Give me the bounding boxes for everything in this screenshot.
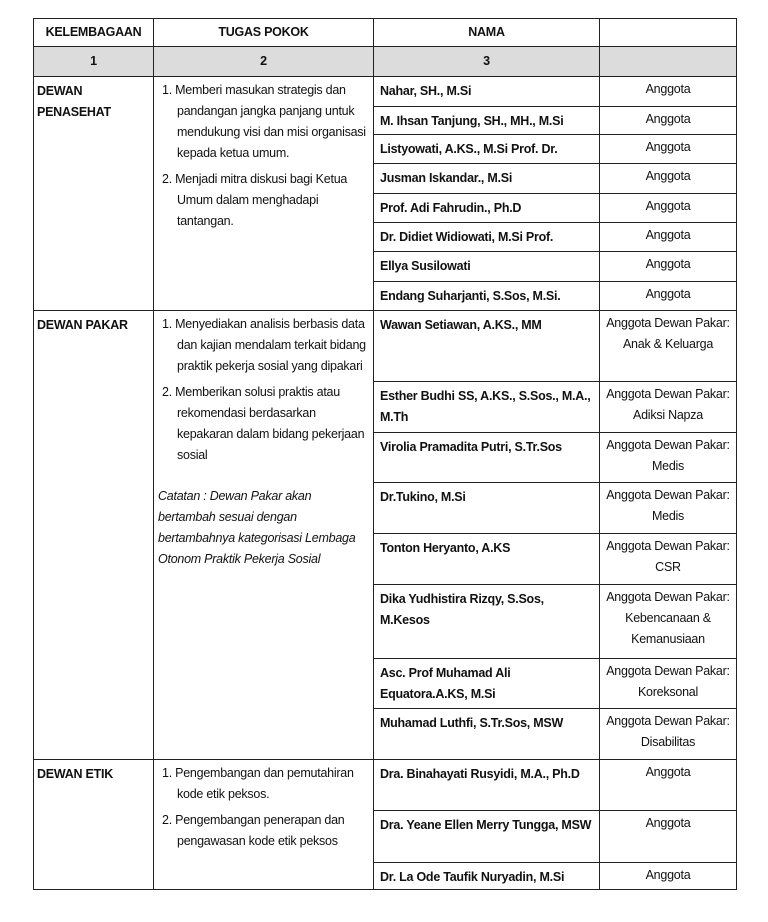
header-cell-col2 [153,18,374,47]
member-role-cell [599,432,737,483]
member-role-cell [599,222,737,252]
header-cell-col1 [33,18,154,47]
header-label: TUGAS POKOK [218,25,309,39]
number-cell-col3 [373,46,600,77]
institution-cell [33,76,154,311]
number-cell-col4 [599,46,737,77]
member-role-cell [599,193,737,223]
note-text: Catatan : Dewan Pakar akan bertambah sesuai dengan bertambahnya kategorisasi Lembaga Otonom Praktik Pekerja Sosial [158,489,356,566]
task-item: 2. Memberikan solusi praktis atau rekomendasi berdasarkan kepakaran dalam bidang pekerjaan sosial [162,385,365,462]
member-name-cell [373,193,600,223]
member-role-cell [599,251,737,282]
member-name-cell [373,810,600,863]
member-name: M. Ihsan Tanjung, SH., MH., M.Si [380,114,564,128]
member-role: Anggota [645,868,691,882]
member-role: Anggota [645,816,691,830]
member-name-cell [373,163,600,194]
member-name-cell [373,482,600,534]
tasks-cell [153,759,374,890]
header-label: KELEMBAGAAN [45,25,142,39]
institution-cell [33,310,154,760]
member-role: Anggota Dewan Pakar: Koreksonal [606,664,730,699]
member-name-cell [373,759,600,811]
member-name: Wawan Setiawan, A.KS., MM [380,318,542,332]
member-role: Anggota [645,140,691,154]
member-role: Anggota [645,199,691,213]
member-role-cell [599,658,737,709]
member-name-cell [373,310,600,382]
member-role: Anggota [645,169,691,183]
member-role-cell [599,482,737,534]
tasks-cell [153,310,374,760]
member-role-cell [599,533,737,585]
member-name: Dr. Didiet Widiowati, M.Si Prof. [380,230,554,244]
member-role: Anggota Dewan Pakar: Adiksi Napza [606,387,730,422]
member-name: Listyowati, A.KS., M.Si Prof. Dr. [380,142,558,156]
number-label: 3 [483,54,490,68]
member-name-cell [373,432,600,483]
member-name: Jusman Iskandar., M.Si [380,171,513,185]
header-cell-col4 [599,18,737,47]
member-name-cell [373,281,600,311]
member-role: Anggota [645,112,691,126]
member-name: Nahar, SH., M.Si [380,84,472,98]
member-role: Anggota Dewan Pakar: Kebencanaan & Kemanusiaan [606,590,730,646]
member-name: Prof. Adi Fahrudin., Ph.D [380,201,522,215]
institution-name: DEWAN PENASEHAT [37,84,111,119]
member-role-cell [599,759,737,811]
number-cell-col2 [153,46,374,77]
member-role: Anggota [645,257,691,271]
number-cell-col1 [33,46,154,77]
member-name: Virolia Pramadita Putri, S.Tr.Sos [380,440,562,454]
member-role: Anggota [645,82,691,96]
member-name-cell [373,251,600,282]
member-role-cell [599,106,737,135]
number-label: 1 [90,54,97,68]
member-name: Dika Yudhistira Rizqy, S.Sos, M.Kesos [380,592,544,627]
member-role-cell [599,310,737,382]
member-role-cell [599,134,737,164]
member-name: Dra. Yeane Ellen Merry Tungga, MSW [380,818,592,832]
member-role-cell [599,862,737,890]
member-name: Tonton Heryanto, A.KS [380,541,511,555]
member-name: Ellya Susilowati [380,259,471,273]
member-name: Esther Budhi SS, A.KS., S.Sos., M.A., M.Th [380,389,591,424]
number-label: 2 [260,54,267,68]
member-role: Anggota [645,287,691,301]
member-name-cell [373,134,600,164]
member-name: Muhamad Luthfi, S.Tr.Sos, MSW [380,716,564,730]
member-role-cell [599,810,737,863]
member-role-cell [599,281,737,311]
member-role-cell [599,163,737,194]
member-name-cell [373,222,600,252]
member-name: Endang Suharjanti, S.Sos, M.Si. [380,289,561,303]
institution-name: DEWAN PAKAR [37,318,128,332]
member-name-cell [373,862,600,890]
member-role-cell [599,708,737,760]
member-name: Dr. La Ode Taufik Nuryadin, M.Si [380,870,565,884]
task-item: 2. Pengembangan penerapan dan pengawasan kode etik peksos [162,813,345,848]
task-item: 1. Memberi masukan strategis dan pandangan jangka panjang untuk mendukung visi dan misi organisasi kepada ketua umum. [162,83,366,160]
member-role: Anggota [645,228,691,242]
member-role: Anggota [645,765,691,779]
member-name: Dr.Tukino, M.Si [380,490,466,504]
member-name-cell [373,584,600,659]
member-role-cell [599,381,737,433]
member-name-cell [373,708,600,760]
member-name-cell [373,106,600,135]
member-name-cell [373,76,600,107]
member-role: Anggota Dewan Pakar: Medis [606,438,730,473]
task-item: 1. Pengembangan dan pemutahiran kode etik peksos. [162,766,354,801]
member-role-cell [599,584,737,659]
member-role: Anggota Dewan Pakar: Anak & Keluarga [606,316,730,351]
member-name: Dra. Binahayati Rusyidi, M.A., Ph.D [380,767,580,781]
institution-name: DEWAN ETIK [37,767,113,781]
tasks-cell [153,76,374,311]
member-name-cell [373,658,600,709]
header-cell-col3 [373,18,600,47]
member-role: Anggota Dewan Pakar: CSR [606,539,730,574]
task-item: 2. Menjadi mitra diskusi bagi Ketua Umum dalam menghadapi tantangan. [162,172,348,228]
header-label: NAMA [468,25,505,39]
task-item: 1. Menyediakan analisis berbasis data dan kajian mendalam terkait bidang praktik pekerja sosial yang dipakari [162,317,366,373]
member-role-cell [599,76,737,107]
member-role: Anggota Dewan Pakar: Medis [606,488,730,523]
member-role: Anggota Dewan Pakar: Disabilitas [606,714,730,749]
member-name-cell [373,533,600,585]
member-name: Asc. Prof Muhamad Ali Equatora.A.KS, M.Si [380,666,511,701]
member-name-cell [373,381,600,433]
institution-cell [33,759,154,890]
